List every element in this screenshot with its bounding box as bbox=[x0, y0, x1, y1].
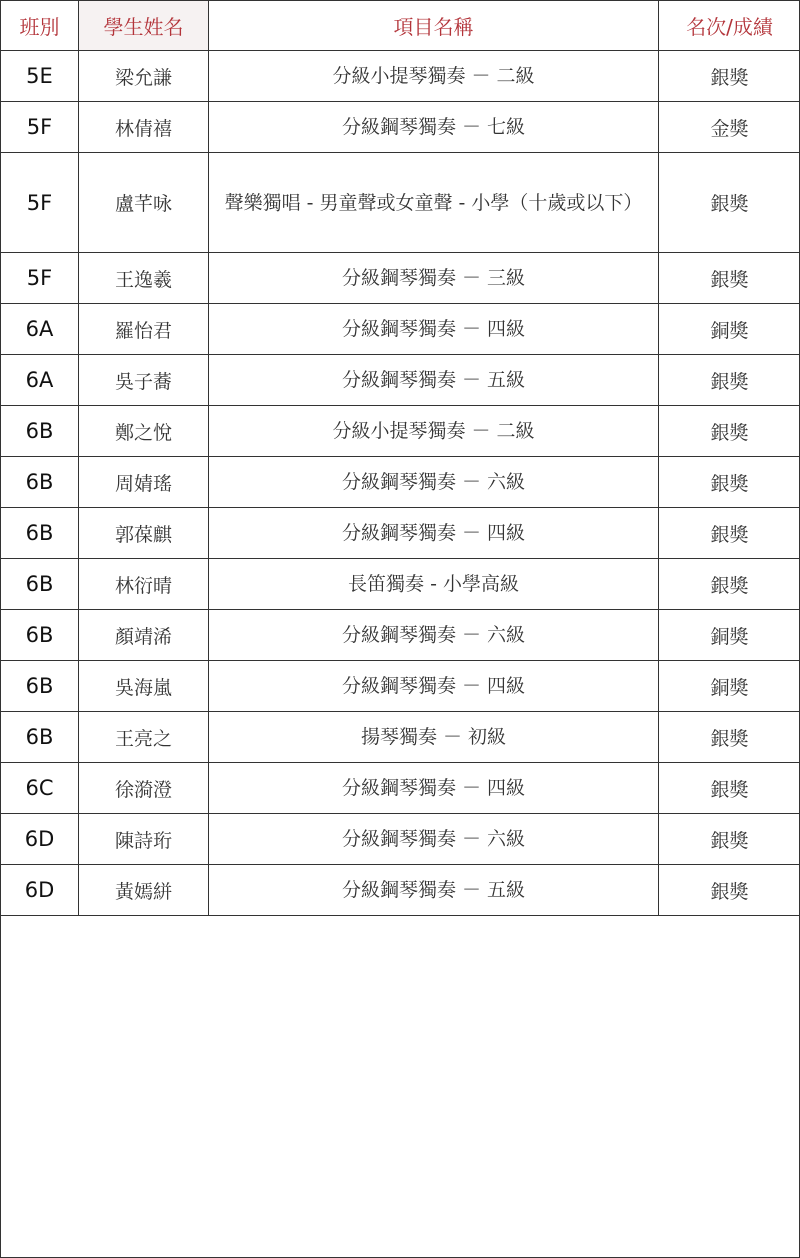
cell-item: 分級小提琴獨奏 － 二級 bbox=[209, 51, 659, 102]
cell-result: 銀獎 bbox=[659, 763, 800, 814]
table-row bbox=[1, 102, 800, 153]
cell-student-name: 鄭之悅 bbox=[79, 406, 209, 457]
table-row bbox=[1, 661, 800, 712]
cell-item: 聲樂獨唱 - 男童聲或女童聲 - 小學（十歲或以下） bbox=[209, 153, 659, 253]
cell-result: 銀獎 bbox=[659, 814, 800, 865]
cell-student-name: 吳海嵐 bbox=[79, 661, 209, 712]
cell-student-name: 王亮之 bbox=[79, 712, 209, 763]
cell-item: 分級鋼琴獨奏 － 六級 bbox=[209, 457, 659, 508]
cell-student-name: 陳詩珩 bbox=[79, 814, 209, 865]
cell-class: 6D bbox=[1, 865, 79, 916]
table-row bbox=[1, 51, 800, 102]
cell-student-name: 吳子蕎 bbox=[79, 355, 209, 406]
cell-student-name: 徐漪澄 bbox=[79, 763, 209, 814]
cell-result: 銀獎 bbox=[659, 153, 800, 253]
cell-class: 6B bbox=[1, 406, 79, 457]
cell-student-name: 顏靖浠 bbox=[79, 610, 209, 661]
cell-item: 分級鋼琴獨奏 － 五級 bbox=[209, 355, 659, 406]
cell-student-name: 郭葆麒 bbox=[79, 508, 209, 559]
cell-item: 分級鋼琴獨奏 － 七級 bbox=[209, 102, 659, 153]
cell-class: 6D bbox=[1, 814, 79, 865]
header-result: 名次/成績 bbox=[659, 1, 800, 51]
cell-item: 分級鋼琴獨奏 － 六級 bbox=[209, 814, 659, 865]
cell-item: 分級小提琴獨奏 － 二級 bbox=[209, 406, 659, 457]
table-row bbox=[1, 153, 800, 253]
cell-class: 6C bbox=[1, 763, 79, 814]
cell-result: 銅獎 bbox=[659, 610, 800, 661]
table-row bbox=[1, 865, 800, 916]
cell-item: 分級鋼琴獨奏 － 四級 bbox=[209, 763, 659, 814]
cell-item: 長笛獨奏 - 小學高級 bbox=[209, 559, 659, 610]
cell-item: 分級鋼琴獨奏 － 四級 bbox=[209, 508, 659, 559]
header-class: 班別 bbox=[1, 1, 79, 51]
cell-item: 分級鋼琴獨奏 － 四級 bbox=[209, 304, 659, 355]
header-item: 項目名稱 bbox=[209, 1, 659, 51]
cell-class: 5F bbox=[1, 102, 79, 153]
cell-student-name: 黃嫣絣 bbox=[79, 865, 209, 916]
cell-class: 6B bbox=[1, 457, 79, 508]
cell-result: 金獎 bbox=[659, 102, 800, 153]
table-row bbox=[1, 304, 800, 355]
table-row bbox=[1, 457, 800, 508]
cell-item: 分級鋼琴獨奏 － 六級 bbox=[209, 610, 659, 661]
table-row bbox=[1, 253, 800, 304]
cell-result: 銅獎 bbox=[659, 661, 800, 712]
cell-result: 銀獎 bbox=[659, 406, 800, 457]
table-row bbox=[1, 712, 800, 763]
header-row bbox=[1, 1, 800, 51]
cell-class: 6B bbox=[1, 508, 79, 559]
cell-result: 銀獎 bbox=[659, 865, 800, 916]
cell-item: 分級鋼琴獨奏 － 四級 bbox=[209, 661, 659, 712]
table-row bbox=[1, 406, 800, 457]
table-row bbox=[1, 610, 800, 661]
table-row bbox=[1, 355, 800, 406]
cell-result: 銀獎 bbox=[659, 508, 800, 559]
cell-class: 5E bbox=[1, 51, 79, 102]
cell-class: 5F bbox=[1, 253, 79, 304]
table-row bbox=[1, 763, 800, 814]
cell-result: 銀獎 bbox=[659, 559, 800, 610]
cell-class: 6A bbox=[1, 304, 79, 355]
cell-result: 銀獎 bbox=[659, 457, 800, 508]
cell-class: 6B bbox=[1, 559, 79, 610]
cell-class: 6B bbox=[1, 610, 79, 661]
cell-result: 銀獎 bbox=[659, 355, 800, 406]
cell-class: 6B bbox=[1, 661, 79, 712]
table-row bbox=[1, 508, 800, 559]
cell-student-name: 梁允謙 bbox=[79, 51, 209, 102]
cell-student-name: 王逸羲 bbox=[79, 253, 209, 304]
cell-item: 揚琴獨奏 － 初級 bbox=[209, 712, 659, 763]
cell-student-name: 羅怡君 bbox=[79, 304, 209, 355]
cell-student-name: 林倩禧 bbox=[79, 102, 209, 153]
cell-student-name: 周婧瑤 bbox=[79, 457, 209, 508]
cell-student-name: 林衍晴 bbox=[79, 559, 209, 610]
cell-result: 銀獎 bbox=[659, 51, 800, 102]
cell-item: 分級鋼琴獨奏 － 三級 bbox=[209, 253, 659, 304]
cell-student-name: 盧芊咏 bbox=[79, 153, 209, 253]
cell-result: 銀獎 bbox=[659, 253, 800, 304]
cell-result: 銅獎 bbox=[659, 304, 800, 355]
header-student-name: 學生姓名 bbox=[79, 1, 209, 51]
table-row bbox=[1, 559, 800, 610]
cell-item: 分級鋼琴獨奏 － 五級 bbox=[209, 865, 659, 916]
cell-class: 6A bbox=[1, 355, 79, 406]
cell-result: 銀獎 bbox=[659, 712, 800, 763]
cell-class: 5F bbox=[1, 153, 79, 253]
table-row bbox=[1, 814, 800, 865]
cell-class: 6B bbox=[1, 712, 79, 763]
